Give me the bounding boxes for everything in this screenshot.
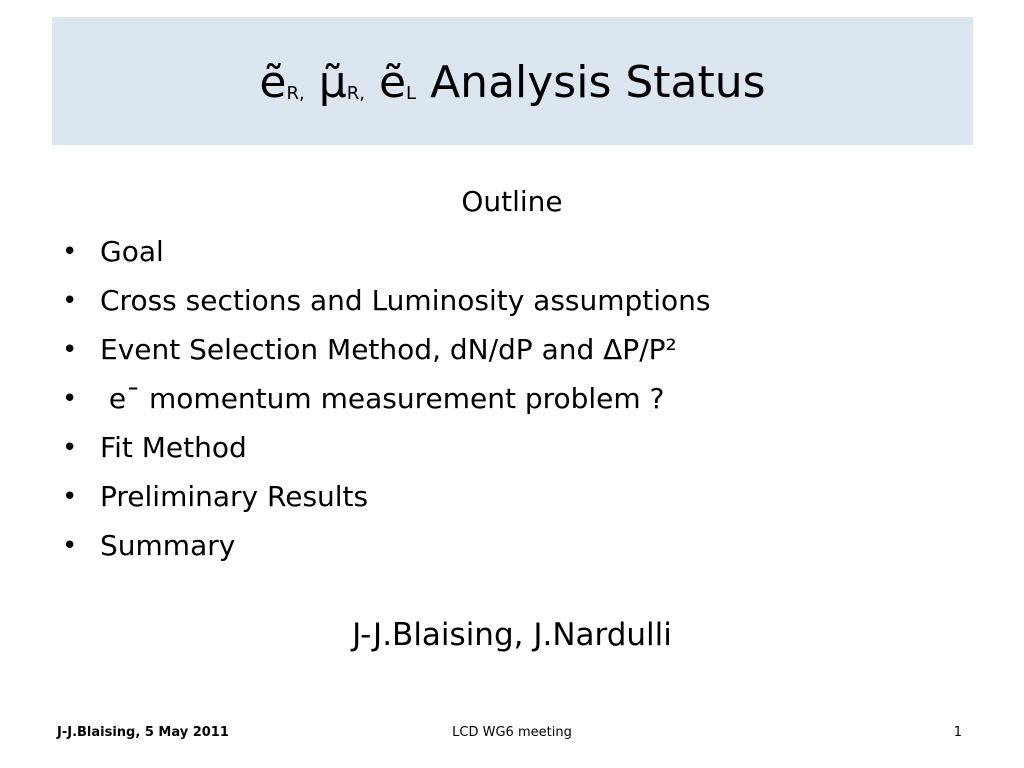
bullet-icon: • [62,482,78,512]
outline-item-label: Event Selection Method, dN/dP and ΔP/P² [100,333,677,366]
outline-item [62,479,962,528]
title-subscript-r2: R, [346,83,365,104]
outline-item [62,430,962,479]
bullet-icon: • [62,335,78,365]
title-subscript-r1: R, [286,83,305,104]
outline-item-label: Summary [100,529,236,562]
outline-item-label: Goal [100,235,164,268]
outline-item [62,381,962,430]
outline-item-label: Fit Method [100,431,247,464]
outline-list [62,234,962,577]
outline-item [62,528,962,577]
title-banner [52,17,973,145]
title-symbol-selectron-r: ẽ [259,57,287,108]
bullet-icon: • [62,286,78,316]
bullet-icon: • [62,531,78,561]
title-text: Analysis Status [430,57,766,108]
outline-item [62,234,962,283]
title-symbol-smuon-r: μ̃ [318,57,347,108]
title-symbol-selectron-l: ẽ [378,57,407,108]
outline-item-label: Cross sections and Luminosity assumptions [100,284,711,317]
footer-meeting-name: LCD WG6 meeting [452,725,572,740]
outline-heading: Outline [461,185,563,218]
outline-item [62,332,962,381]
title-subscript-l: L [406,83,417,104]
authors: J-J.Blaising, J.Nardulli [352,617,672,653]
outline-item-label: eˉ momentum measurement problem ? [100,382,665,415]
slide-title [259,57,766,108]
bullet-icon: • [62,384,78,414]
outline-item-label: Preliminary Results [100,480,369,513]
outline-item [62,283,962,332]
bullet-icon: • [62,237,78,267]
footer-author-date: J-J.Blaising, 5 May 2011 [57,725,229,740]
slide-number: 1 [953,725,962,740]
bullet-icon: • [62,433,78,463]
